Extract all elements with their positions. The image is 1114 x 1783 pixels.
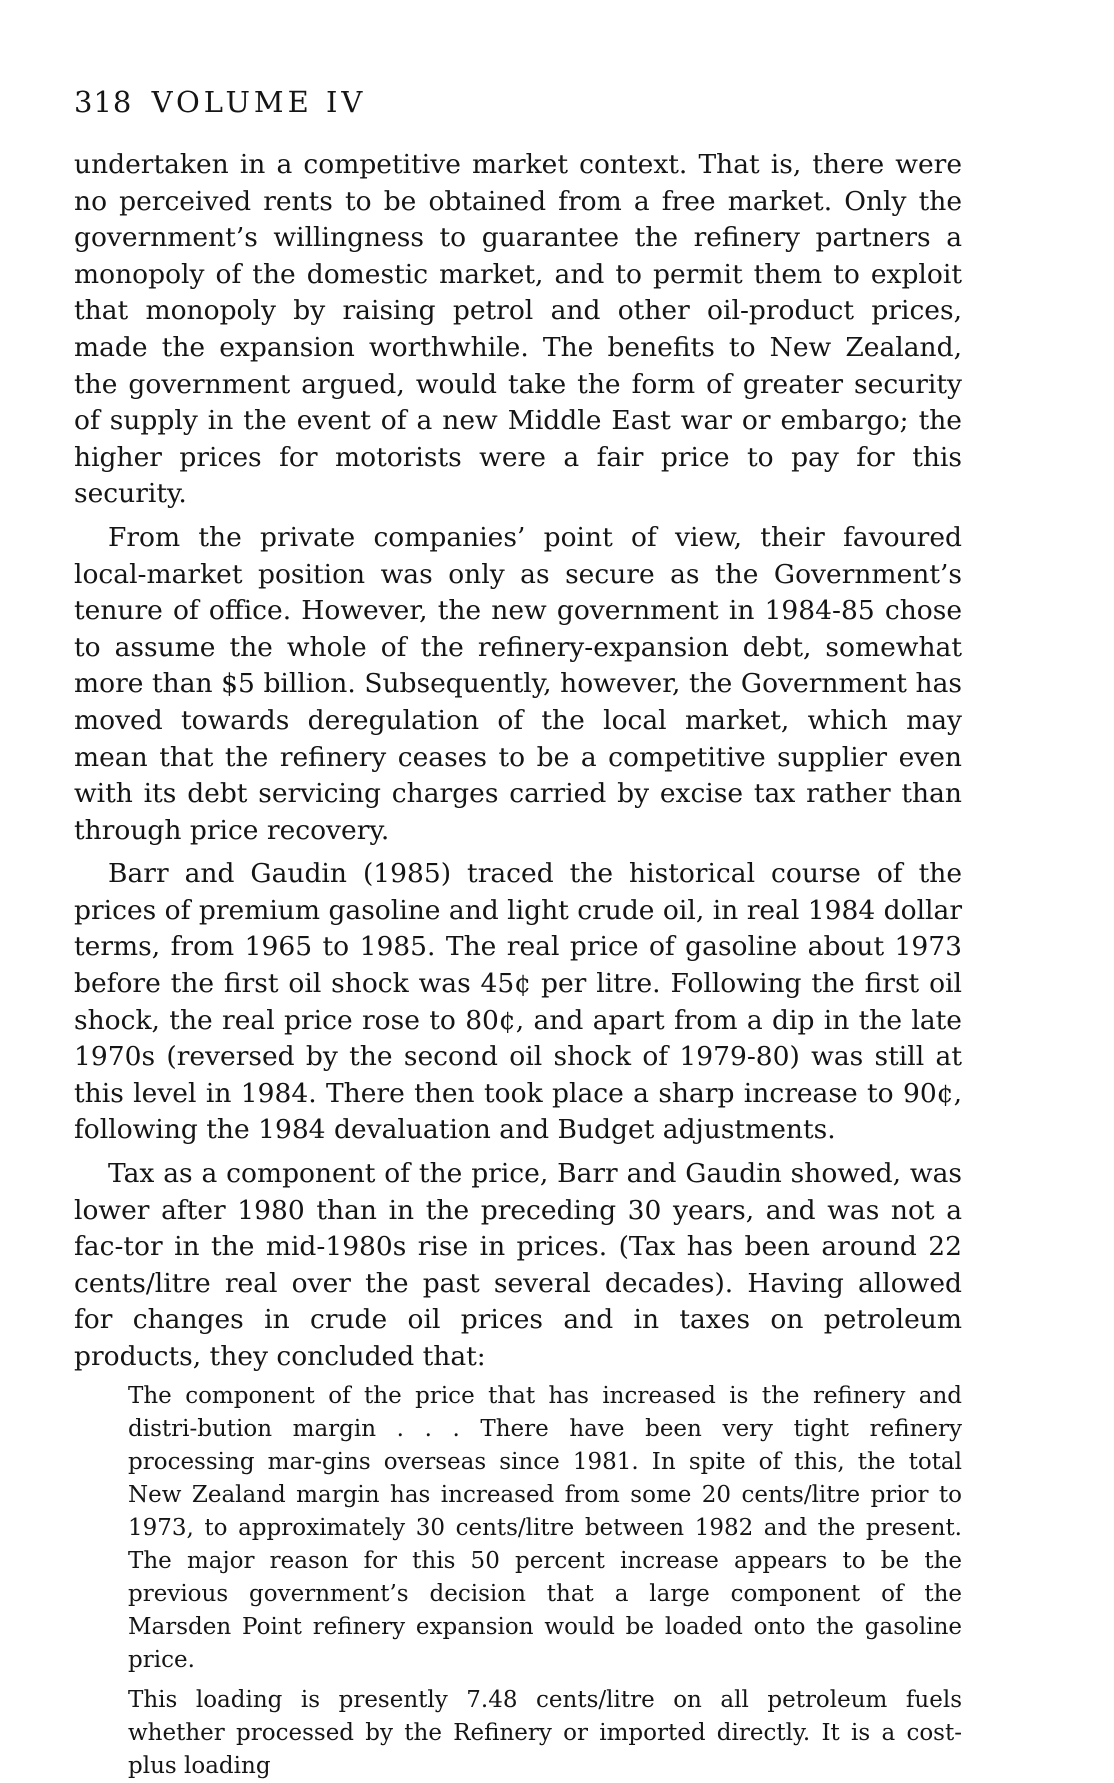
- paragraph-continuation: undertaken in a competitive market context. That is, there were no perceived rents to be obtained from a free market. Only the government’s willingness to guarantee the refinery partners a monopoly of the domestic market, and to permit them to exploit that monopoly by raising petrol and other oil-product prices, made the expansion worthwhile. The benefits to New Zealand, the government argued, would take the form of greater security of supply in the event of a new Middle East war or embargo; the higher prices for motorists were a fair price to pay for this security.: [74, 149, 962, 510]
- body-text: [74, 147, 962, 1783]
- page-number: 318: [74, 85, 133, 119]
- volume-label: VOLUME IV: [151, 85, 367, 119]
- block-quote-margin: The component of the price that has increased is the refinery and distri-bution margin . . . There have been very tight refinery processing mar-gins overseas since 1981. In spite of this, the total New Zealand margin has increased from some 20 cents/litre prior to 1973, to approximately 30 cents/litre between 1982 and the present. The major reason for this 50 percent increase appears to be the previous government’s decision that a large component of the Marsden Point refinery expansion would be loaded onto the gasoline price.: [128, 1382, 962, 1673]
- running-head: [74, 84, 366, 120]
- paragraph-barr-gaudin-prices: Barr and Gaudin (1985) traced the historical course of the prices of premium gasoline and light crude oil, in real 1984 dollar terms, from 1965 to 1985. The real price of gasoline about 1973 before the first oil shock was 45¢ per litre. Following the first oil shock, the real price rose to 80¢, and apart from a dip in the late 1970s (reversed by the second oil shock of 1979-80) was still at this level in 1984. There then took place a sharp increase to 90¢, following the 1984 devaluation and Budget adjustments.: [74, 858, 962, 1146]
- book-page: [74, 0, 962, 1779]
- paragraph-tax-component: Tax as a component of the price, Barr and Gaudin showed, was lower after 1980 than in the preceding 30 years, and was not a fac-tor in the mid-1980s rise in prices. (Tax has been around 22 cents/litre real over the past several decades). Having allowed for changes in crude oil prices and in taxes on petroleum products, they concluded that:: [74, 1158, 962, 1372]
- paragraph-private-companies: From the private companies’ point of view, their favoured local-market position was only as secure as the Government’s tenure of office. However, the new government in 1984-85 chose to assume the whole of the refinery-expansion debt, somewhat more than $5 billion. Subsequently, however, the Government has moved towards deregulation of the local market, which may mean that the refinery ceases to be a competitive supplier even with its debt servicing charges carried by excise tax rather than through price recovery.: [74, 521, 962, 846]
- block-quote-loading: This loading is presently 7.48 cents/litre on all petroleum fuels whether processed by the Refinery or imported directly. It is a cost-plus loading: [128, 1686, 962, 1779]
